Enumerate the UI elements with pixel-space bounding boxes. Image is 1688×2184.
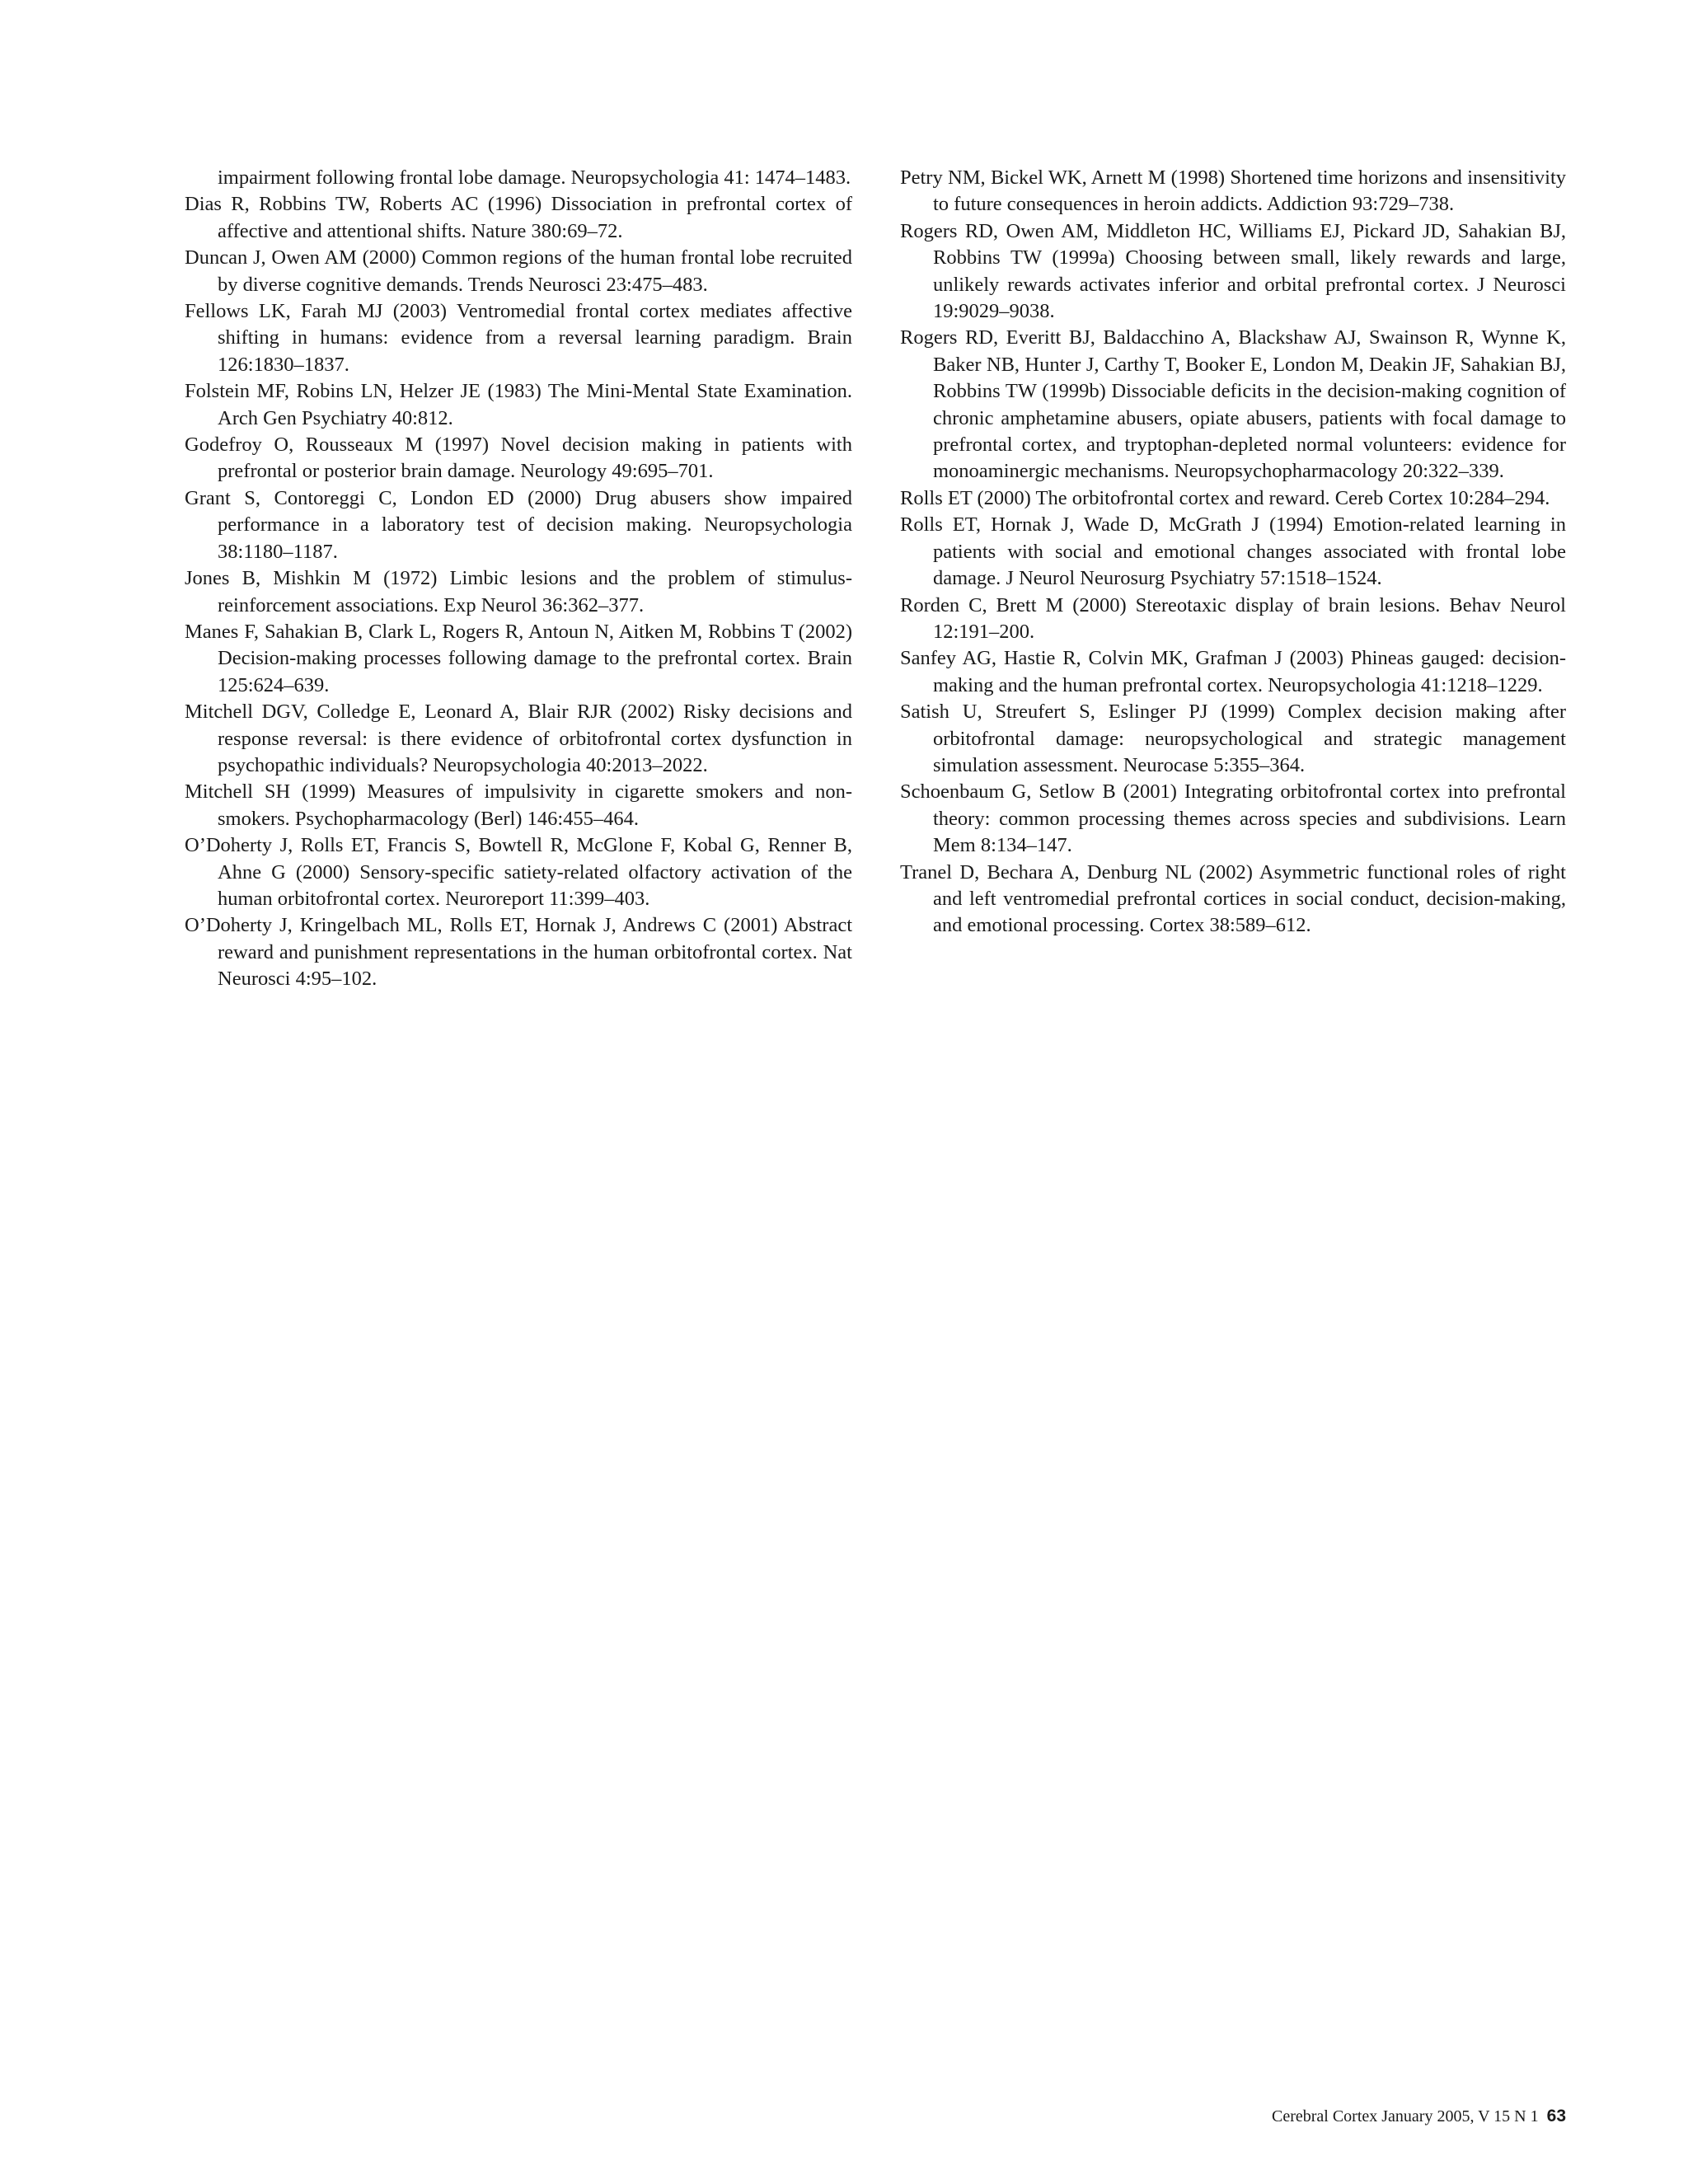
- reference-continued: impairment following frontal lobe damage. Neuropsychologia 41: 1474–1483.: [218, 166, 851, 189]
- reference-entry: O’Doherty J, Kringelbach ML, Rolls ET, Hornak J, Andrews C (2001) Abstract reward and punishment representations in the human orbitofrontal cortex. Nat Neurosci 4:95–102.: [185, 914, 852, 991]
- reference-entry: Rogers RD, Everitt BJ, Baldacchino A, Blackshaw AJ, Swainson R, Wynne K, Baker NB, Hunter J, Carthy T, Booker E, London M, Deakin JF, Sahakian BJ, Robbins TW (1999b) Dissociable deficits in the decision-making cognition of chronic amphetamine abusers, opiate abusers, patients with focal damage to prefrontal cortex, and tryptophan-depleted normal volunteers: evidence for monoaminergic mechanisms. Neuropsychopharmacology 20:322–339.: [900, 326, 1566, 483]
- reference-entry: Duncan J, Owen AM (2000) Common regions of the human frontal lobe recruited by diverse cognitive demands. Trends Neurosci 23:475–483.: [185, 246, 852, 296]
- reference-entry: Rorden C, Brett M (2000) Stereotaxic display of brain lesions. Behav Neurol 12:191–200.: [900, 593, 1566, 643]
- reference-entry: Tranel D, Bechara A, Denburg NL (2002) Asymmetric functional roles of right and left ventromedial prefrontal cortices in social conduct, decision-making, and emotional processing. Cortex 38:589–612.: [900, 860, 1566, 937]
- references-right-column: [900, 165, 1566, 940]
- reference-entry: Petry NM, Bickel WK, Arnett M (1998) Shortened time horizons and insensitivity to future consequences in heroin addicts. Addiction 93:729–738.: [900, 166, 1566, 216]
- reference-entry: Jones B, Mishkin M (1972) Limbic lesions and the problem of stimulus-reinforcement associations. Exp Neurol 36:362–377.: [185, 567, 852, 616]
- page-number: 63: [1546, 2107, 1566, 2125]
- references-left-column: [185, 165, 852, 993]
- reference-entry: Rolls ET (2000) The orbitofrontal cortex and reward. Cereb Cortex 10:284–294.: [900, 486, 1550, 509]
- journal-citation: Cerebral Cortex January 2005, V 15 N 1: [1271, 2107, 1539, 2125]
- reference-entry: Satish U, Streufert S, Eslinger PJ (1999) Complex decision making after orbitofrontal damage: neuropsychological and strategic management simulation assessment. Neurocase 5:355–364.: [900, 701, 1566, 776]
- reference-entry: Fellows LK, Farah MJ (2003) Ventromedial frontal cortex mediates affective shifting in humans: evidence from a reversal learning paradigm. Brain 126:1830–1837.: [185, 300, 852, 376]
- reference-entry: Dias R, Robbins TW, Roberts AC (1996) Dissociation in prefrontal cortex of affective and attentional shifts. Nature 380:69–72.: [185, 193, 852, 242]
- reference-entry: Rolls ET, Hornak J, Wade D, McGrath J (1994) Emotion-related learning in patients with social and emotional changes associated with frontal lobe damage. J Neurol Neurosurg Psychiatry 57:1518–1524.: [900, 513, 1566, 590]
- reference-entry: Mitchell SH (1999) Measures of impulsivity in cigarette smokers and non-smokers. Psychopharmacology (Berl) 146:455–464.: [185, 780, 852, 830]
- page-footer: [1272, 2107, 1566, 2126]
- reference-entry: Godefroy O, Rousseaux M (1997) Novel decision making in patients with prefrontal or posterior brain damage. Neurology 49:695–701.: [185, 434, 852, 483]
- reference-entry: Grant S, Contoreggi C, London ED (2000) Drug abusers show impaired performance in a laboratory test of decision making. Neuropsychologia 38:1180–1187.: [185, 486, 852, 563]
- reference-entry: Sanfey AG, Hastie R, Colvin MK, Grafman J (2003) Phineas gauged: decision-making and the human prefrontal cortex. Neuropsychologia 41:1218–1229.: [900, 647, 1566, 696]
- reference-entry: Folstein MF, Robins LN, Helzer JE (1983) The Mini-Mental State Examination. Arch Gen Psychiatry 40:812.: [185, 380, 852, 429]
- reference-entry: O’Doherty J, Rolls ET, Francis S, Bowtell R, McGlone F, Kobal G, Renner B, Ahne G (2000) Sensory-specific satiety-related olfactory activation of the human orbitofrontal cortex. Neuroreport 11:399–403.: [185, 834, 852, 910]
- reference-entry: Rogers RD, Owen AM, Middleton HC, Williams EJ, Pickard JD, Sahakian BJ, Robbins TW (1999a) Choosing between small, likely rewards and large, unlikely rewards activates inferior and orbital prefrontal cortex. J Neurosci 19:9029–9038.: [900, 219, 1566, 323]
- reference-entry: Manes F, Sahakian B, Clark L, Rogers R, Antoun N, Aitken M, Robbins T (2002) Decision-making processes following damage to the prefrontal cortex. Brain 125:624–639.: [185, 620, 852, 696]
- reference-entry: Schoenbaum G, Setlow B (2001) Integrating orbitofrontal cortex into prefrontal theory: common processing themes across species and subdivisions. Learn Mem 8:134–147.: [900, 780, 1566, 857]
- reference-entry: Mitchell DGV, Colledge E, Leonard A, Blair RJR (2002) Risky decisions and response reversal: is there evidence of orbitofrontal cortex dysfunction in psychopathic individuals? Neuropsychologia 40:2013–2022.: [185, 701, 852, 776]
